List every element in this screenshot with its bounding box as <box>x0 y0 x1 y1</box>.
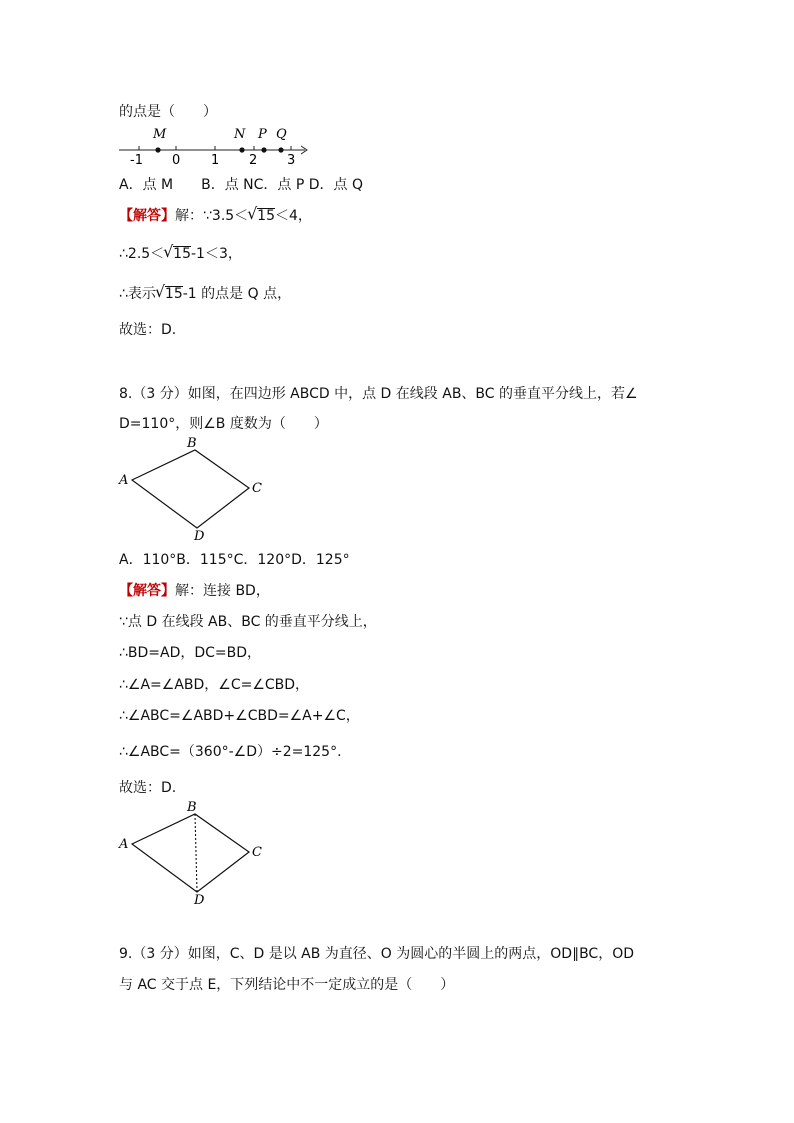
sqrt-expression: √ 15 <box>156 286 183 302</box>
q7-answer-line-3: ∴表示√ 15-1 的点是 Q 点， <box>119 286 291 302</box>
diagonal-bd <box>195 814 197 892</box>
label-p: P <box>258 127 267 142</box>
q7-number-line <box>115 124 315 168</box>
q8-answer-line-5: ∴∠ABC=∠ABD+∠CBD=∠A+∠C， <box>119 708 360 724</box>
q7-answer-line-2: ∴2.5＜√ 15-1＜3， <box>119 246 242 262</box>
label-q: Q <box>276 127 287 142</box>
q8-stem-line-2: D=110°，则∠B 度数为（ ） <box>119 416 328 432</box>
sqrt-expression: √ 15 <box>248 208 275 224</box>
q7-answer-choice: 故选：D. <box>119 322 177 338</box>
vertex-c-label: C <box>252 845 262 860</box>
tick-label: -1 <box>130 153 143 168</box>
point-q <box>278 147 283 152</box>
q9-stem-line-2: 与 AC 交于点 E，下列结论中不一定成立的是（ ） <box>119 977 455 993</box>
tick-label: 3 <box>287 153 296 168</box>
vertex-d-label: D <box>194 893 205 908</box>
answer-tag: 【解答】 <box>119 583 175 599</box>
q8-answer-line-6: ∴∠ABC=（360°-∠D）÷2=125°. <box>119 744 342 760</box>
q9-stem-line-1: 9.（3 分）如图，C、D 是以 AB 为直径、O 为圆心的半圆上的两点，OD∥BC，OD <box>119 946 635 962</box>
q8-options: A．110°B．115°C．120°D．125° <box>119 552 350 568</box>
q8-answer-choice: 故选：D. <box>119 780 177 796</box>
label-n: N <box>234 127 246 142</box>
point-n <box>239 147 244 152</box>
q8-quadrilateral-figure <box>115 436 275 546</box>
q7-options: A．点 M B．点 NC．点 P D．点 Q <box>119 177 364 193</box>
vertex-a-label: A <box>119 473 129 488</box>
q8-answer-line-3: ∴BD=AD，DC=BD， <box>119 645 262 661</box>
answer-tag: 【解答】 <box>119 208 175 224</box>
sqrt-expression: √ 15 <box>164 246 191 262</box>
vertex-a-label: A <box>119 837 129 852</box>
q8-stem-line-1: 8.（3 分）如图，在四边形 ABCD 中，点 D 在线段 AB、BC 的垂直平分线上，若∠ <box>119 386 638 402</box>
q8-answer-line-2: ∵点 D 在线段 AB、BC 的垂直平分线上， <box>119 614 377 630</box>
vertex-c-label: C <box>252 481 262 496</box>
q8-answer-line-1: 【解答】解：连接 BD， <box>119 583 270 599</box>
q7-answer-line-1: 【解答】解：∵3.5＜√ 15＜4， <box>119 208 312 224</box>
tick-label: 2 <box>249 153 258 168</box>
vertex-d-label: D <box>194 529 205 544</box>
q8-answer-line-4: ∴∠A=∠ABD，∠C=∠CBD， <box>119 677 310 693</box>
point-m <box>155 147 160 152</box>
q7-stem-tail: 的点是（ ） <box>119 104 217 120</box>
tick-label: 1 <box>211 153 220 168</box>
tick-label: 0 <box>172 153 181 168</box>
q8-solution-figure <box>115 800 275 910</box>
vertex-b-label: B <box>187 800 197 815</box>
vertex-b-label: B <box>187 436 197 451</box>
point-p <box>261 147 266 152</box>
label-m: M <box>153 127 167 142</box>
